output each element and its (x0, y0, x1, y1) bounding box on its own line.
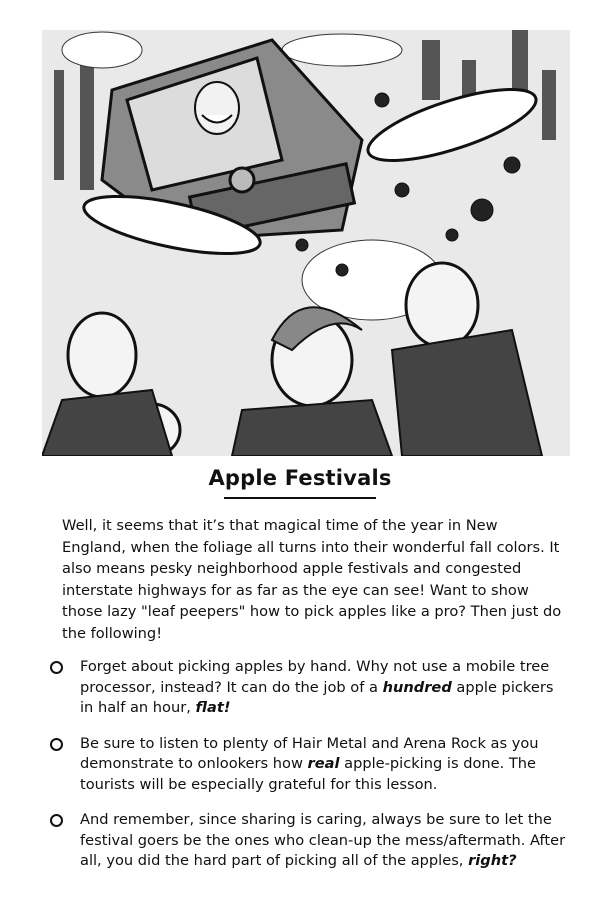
tips-list (50, 657, 570, 887)
tip-text: And remember, since sharing is caring, always be sure to let the festival goers be the ones who clean-up the mess/aftermath. After all, you did the hard part of picking all of the apples, (80, 811, 566, 869)
list-item (50, 734, 570, 796)
tip-tail-emphasis: flat! (195, 699, 231, 716)
comic-illustration (42, 30, 570, 456)
tip-text-after: apple pickers in half an hour, (80, 678, 554, 716)
circle-bullet-icon (50, 814, 63, 827)
list-item (50, 657, 570, 719)
apple-harvester-scene-icon (42, 30, 570, 456)
tip-emphasis: right? (468, 852, 517, 869)
tip-text: Be sure to listen to plenty of Hair Metal and Arena Rock as you demonstrate to onlookers how (80, 734, 539, 772)
circle-bullet-icon (50, 738, 63, 751)
title-underline (224, 497, 376, 499)
circle-bullet-icon (50, 661, 63, 674)
intro-paragraph: Well, it seems that it’s that magical time of the year in New England, when the foliage all turns into their wonderful fall colors. It also means pesky neighborhood apple festivals and congested interstate highways for as far as the eye can see! Want to show those lazy "leaf peepers" how to pick apples like a pro? Then just do the following! (62, 517, 562, 642)
tip-emphasis: hundred (382, 678, 452, 696)
tip-text: Forget about picking apples by hand. Why not use a mobile tree processor, instead? It can do the job of a (80, 658, 550, 696)
article-title: Apple Festivals (208, 466, 392, 490)
tip-text-after: apple-picking is done. The tourists will be especially grateful for this lesson. (80, 755, 537, 793)
list-item (50, 810, 570, 872)
tip-emphasis: real (307, 755, 340, 772)
